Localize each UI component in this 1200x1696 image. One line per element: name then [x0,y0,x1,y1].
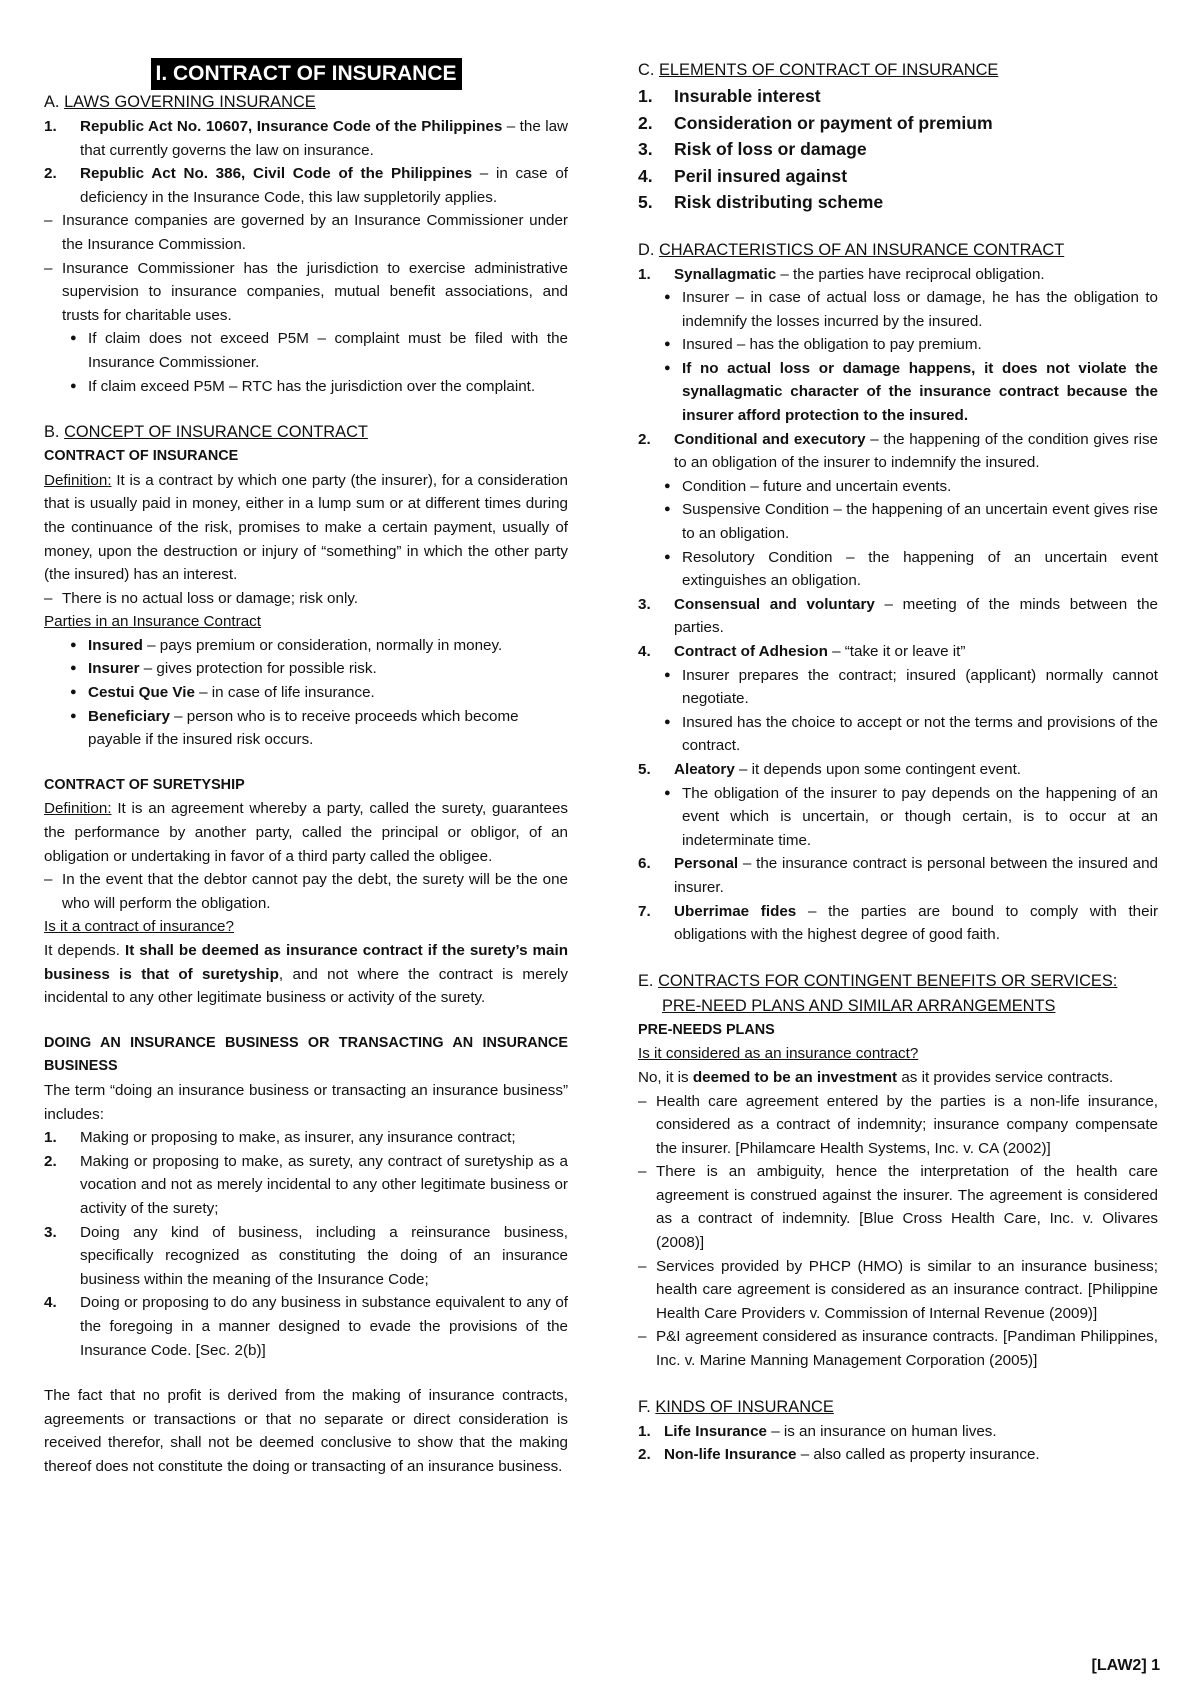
section-c-letter: C. [638,61,655,79]
item-bold: Republic Act No. 10607, Insurance Code of the Philippines [80,118,503,135]
section-a-list [44,115,568,209]
question-label: Is it a contract of insurance? [44,918,234,936]
item-number: 2. [44,165,57,183]
right-column [638,58,1158,1467]
list-item: 1. Life Insurance – is an insurance on human lives. [638,1422,997,1440]
list-item: 3. Consensual and voluntary – meeting of the minds between the parties. [638,595,1159,637]
list-item: 1. Synallagmatic – the parties have reciprocal obligation. ● Insurer – in case of actual loss or damage, he has the obligation to indemnify the losses incurred by the insured. ● Insured – has the obligation to pay premium. ● If no actual loss or damage happens, it does not violate the synallagmatic character of the insurance contract because the insurer afford protection to the insured. [638,263,1158,428]
dash-text: Insurance companies are governed by an Insurance Commissioner under the Insurance Commission. [62,212,568,253]
section-e-heading [638,969,1158,994]
dash-item: – There is an ambiguity, hence the interpretation of the health care agreement is construed against the insurer. The agreement is considered as a contract of indemnity. [Blue Cross Health Care, Inc. v. Olivares (2008)] [638,1163,1158,1252]
item-number: 1. [44,118,57,135]
dash-item: – In the event that the debtor cannot pay the debt, the surety will be the one who will perform the obligation. [44,871,568,912]
section-c-heading [638,58,1158,83]
section-e-heading-2 [638,994,1158,1019]
list-item [44,162,568,209]
list-item: 3. Risk of loss or damage [638,139,867,159]
parties-label: Parties in an Insurance Contract [44,613,261,631]
section-a-bullets [44,327,568,398]
list-item: 5. Aleatory – it depends upon some contingent event. ● The obligation of the insurer to pay depends on the happening of an event which is uncertain, or though certain, is to occur at an indeterminate time. [638,758,1158,852]
bullet-item: ● Condition – future and uncertain events. [638,475,1158,499]
list-item: 4. Contract of Adhesion – “take it or leave it” ● Insurer prepares the contract; insured (applicant) normally cannot negotiate. ● Insured has the choice to accept or not the terms and provisions of the contract. [638,640,1158,758]
item-bold: Republic Act No. 386, Civil Code of the Philippines [80,165,473,183]
bullet-item: ● Insured – has the obligation to pay premium. [638,333,1158,357]
subheading-contract-of-insurance: CONTRACT OF INSURANCE [44,448,239,465]
list-item: 1. Insurable interest [638,86,821,106]
list-item: 6. Personal – the insurance contract is personal between the insured and insurer. [638,855,1158,896]
sub-bullets [638,475,1158,593]
sub-bullets [638,664,1158,758]
section-f-letter: F. [638,1397,651,1416]
list-item: 5. Risk distributing scheme [638,192,884,212]
bullet-item: ● Beneficiary – person who is to receive proceeds which become payable if the insured risk occurs. [44,705,568,752]
kinds-list [638,1420,1158,1467]
section-a-dashes [44,209,568,327]
bullet-item: ● Suspensive Condition – the happening of an uncertain event gives rise to an obligation. [638,498,1158,545]
closing-paragraph: The fact that no profit is derived from the making of insurance contracts, agreements or transactions or that no separate or direct consideration is received therefor, shall not be deemed conclusive to show that the making thereof does not constitute the doing or transacting of an insurance business. [44,1387,568,1475]
page-footer: [LAW2] 1 [1091,1657,1160,1674]
bullet-item: ● Resolutory Condition – the happening of an uncertain event extinguishes an obligation. [638,546,1158,593]
section-d-letter: D. [638,240,655,259]
list-item: 2. Making or proposing to make, as surety, any contract of suretyship as a vocation and not as merely incidental to any other legitimate business or activity of the surety; [44,1152,568,1217]
subheading-suretyship: CONTRACT OF SURETYSHIP [44,776,245,793]
surety-note [44,868,568,915]
dash-item: – Insurance Commissioner has the jurisdiction to exercise administrative supervision to insurance companies, mutual benefit associations, and trusts for charitable uses. [44,259,568,324]
bullet-item: ● Insured has the choice to accept or not the terms and provisions of the contract. [638,711,1158,758]
subheading-pre-needs: PRE-NEEDS PLANS [638,1021,775,1038]
list-item: 2. Conditional and executory – the happening of the condition gives rise to an obligation of the insurer to indemnify the insured. ● Condition – future and uncertain events. ● Suspensive Condition – the happening of an uncertain event gives rise to an obligation. ● Resolutory Condition – the happening of an uncertain event extinguishes an obligation. [638,428,1158,593]
sub-bullets [638,782,1158,853]
answer-paragraph: It depends. It shall be deemed as insurance contract if the surety’s main business is that of suretyship, and not where the contract is merely incidental to any other legitimate business or activity of the surety. [44,942,568,1007]
section-f-title: KINDS OF INSURANCE [655,1397,834,1416]
sub-bullets [638,286,1158,428]
elements-list [638,83,1158,216]
title-wrap [44,58,568,90]
parties-list [44,634,568,752]
item-text: – in case of deficiency in the Insurance Code, this law suppletorily applies. [80,165,568,206]
list-item [44,115,568,162]
definition-suretyship [44,797,568,868]
page-title: I. CONTRACT OF INSURANCE [151,58,462,90]
bullet-item: ● Insurer – in case of actual loss or damage, he has the obligation to indemnify the losses incurred by the insured. [638,286,1158,333]
dash-item: – P&I agreement considered as insurance contracts. [Pandiman Philippines, Inc. v. Marine Manning Management Corporation (2005)] [638,1328,1158,1370]
bullet-item: ● If no actual loss or damage happens, it does not violate the synallagmatic character of the insurance contract because the insurer afford protection to the insured. [638,357,1158,428]
section-e-title-2: PRE-NEED PLANS AND SIMILAR ARRANGEMENTS [662,996,1056,1015]
list-item: 4. Doing or proposing to do any business in substance equivalent to any of the foregoing in a manner designed to evade the provisions of the Insurance Code. [Sec. 2(b)] [44,1294,568,1359]
bullet-item: ● Insured – pays premium or consideration, normally in money. [44,634,568,658]
section-a-title: LAWS GOVERNING INSURANCE [64,93,316,111]
list-item: 2. Consideration or payment of premium [638,112,993,133]
characteristics-list [638,263,1158,947]
bullet-item: ● The obligation of the insurer to pay depends on the happening of an event which is uncertain, or though certain, is to occur at an indeterminate time. [638,782,1158,853]
dash-item: – Health care agreement entered by the parties is a non-life insurance, considered as a contract of indemnity; insurance company compensate the insurer. [Philamcare Health Systems, Inc. v. CA (2002)] [638,1092,1158,1157]
subheading-doing-business: DOING AN INSURANCE BUSINESS OR TRANSACTING AN INSURANCE BUSINESS [44,1034,568,1075]
item-text: – the law that currently governs the law on insurance. [80,118,568,159]
left-column [44,58,568,1478]
definition-label: Definition: [44,471,112,489]
section-a-heading [44,90,568,115]
bullet-item: ● Cestui Que Vie – in case of life insurance. [44,681,568,705]
definition-text: It is a contract by which one party (the insurer), for a consideration that is usually paid in money, either in a lump sum or at different times during the continuance of the risk, promises to make a certain payment, usually of money, upon the destruction or injury of “something” in which the other party (the insured) has an interest. [44,471,568,584]
section-c-title: ELEMENTS OF CONTRACT OF INSURANCE [658,61,999,79]
bullet-item: ● If claim does not exceed P5M – complaint must be filed with the Insurance Commissioner. [44,327,568,374]
section-b-letter: B. [44,423,60,442]
list-item: 1. Making or proposing to make, as insurer, any insurance contract; [44,1129,516,1147]
risk-only-note [44,587,568,611]
pre-need-cases [638,1090,1158,1373]
section-f-heading [638,1395,1158,1420]
term-list [44,1126,568,1362]
list-item: 3. Doing any kind of business, including a reinsurance business, specifically recognized as constituting the doing of an insurance business within the meaning of the Insurance Code; [44,1223,568,1288]
definition-label: Definition: [44,800,112,818]
list-item: 7. Uberrimae fides – the parties are bound to comply with their obligations with the highest degree of good faith. [638,902,1159,944]
dash-item: – Services provided by PHCP (HMO) is similar to an insurance business; health care agreement is considered as an insurance contract. [Philippine Health Care Providers v. Commission of Internal Revenue (2009)] [638,1257,1158,1322]
section-e-letter: E. [638,971,654,990]
bullet-item: ● Insurer prepares the contract; insured (applicant) normally cannot negotiate. [638,664,1158,711]
list-item: 2. Non-life Insurance – also called as property insurance. [638,1446,1040,1464]
section-a-letter: A. [44,93,60,111]
dash-text: Insurance Commissioner has the jurisdiction to exercise administrative supervision to insurance companies, mutual benefit associations, and trusts for charitable uses. [62,259,568,324]
definition-insurance [44,469,568,587]
list-item: 4. Peril insured against [638,165,848,186]
definition-text: It is an agreement whereby a party, called the surety, guarantees the performance by another party, called the principal or obligor, of an obligation or undertaking in favor of a third party called the obligee. [44,800,568,865]
bullet-item: ● Insurer – gives protection for possible risk. [44,657,568,681]
dash-text: There is no actual loss or damage; risk only. [62,589,359,607]
dash-item: – There is no actual loss or damage; risk only. [44,589,359,607]
section-b-heading [44,420,568,445]
term-intro: The term “doing an insurance business or transacting an insurance business” includes: [44,1081,568,1123]
section-d-heading [638,238,1158,263]
section-d-title: CHARACTERISTICS OF AN INSURANCE CONTRACT [658,240,1065,259]
answer-paragraph: No, it is deemed to be an investment as it provides service contracts. [638,1068,1114,1086]
dash-text: In the event that the debtor cannot pay the debt, the surety will be the one who will perform the obligation. [62,871,568,912]
question-label: Is it considered as an insurance contract? [638,1045,919,1063]
dash-item: – Insurance companies are governed by an Insurance Commissioner under the Insurance Commission. [44,212,568,253]
bullet-item: ● If claim exceed P5M – RTC has the jurisdiction over the complaint. [44,375,568,399]
section-e-title-1: CONTRACTS FOR CONTINGENT BENEFITS OR SERVICES: [658,971,1118,990]
section-b-title: CONCEPT OF INSURANCE CONTRACT [64,423,368,442]
